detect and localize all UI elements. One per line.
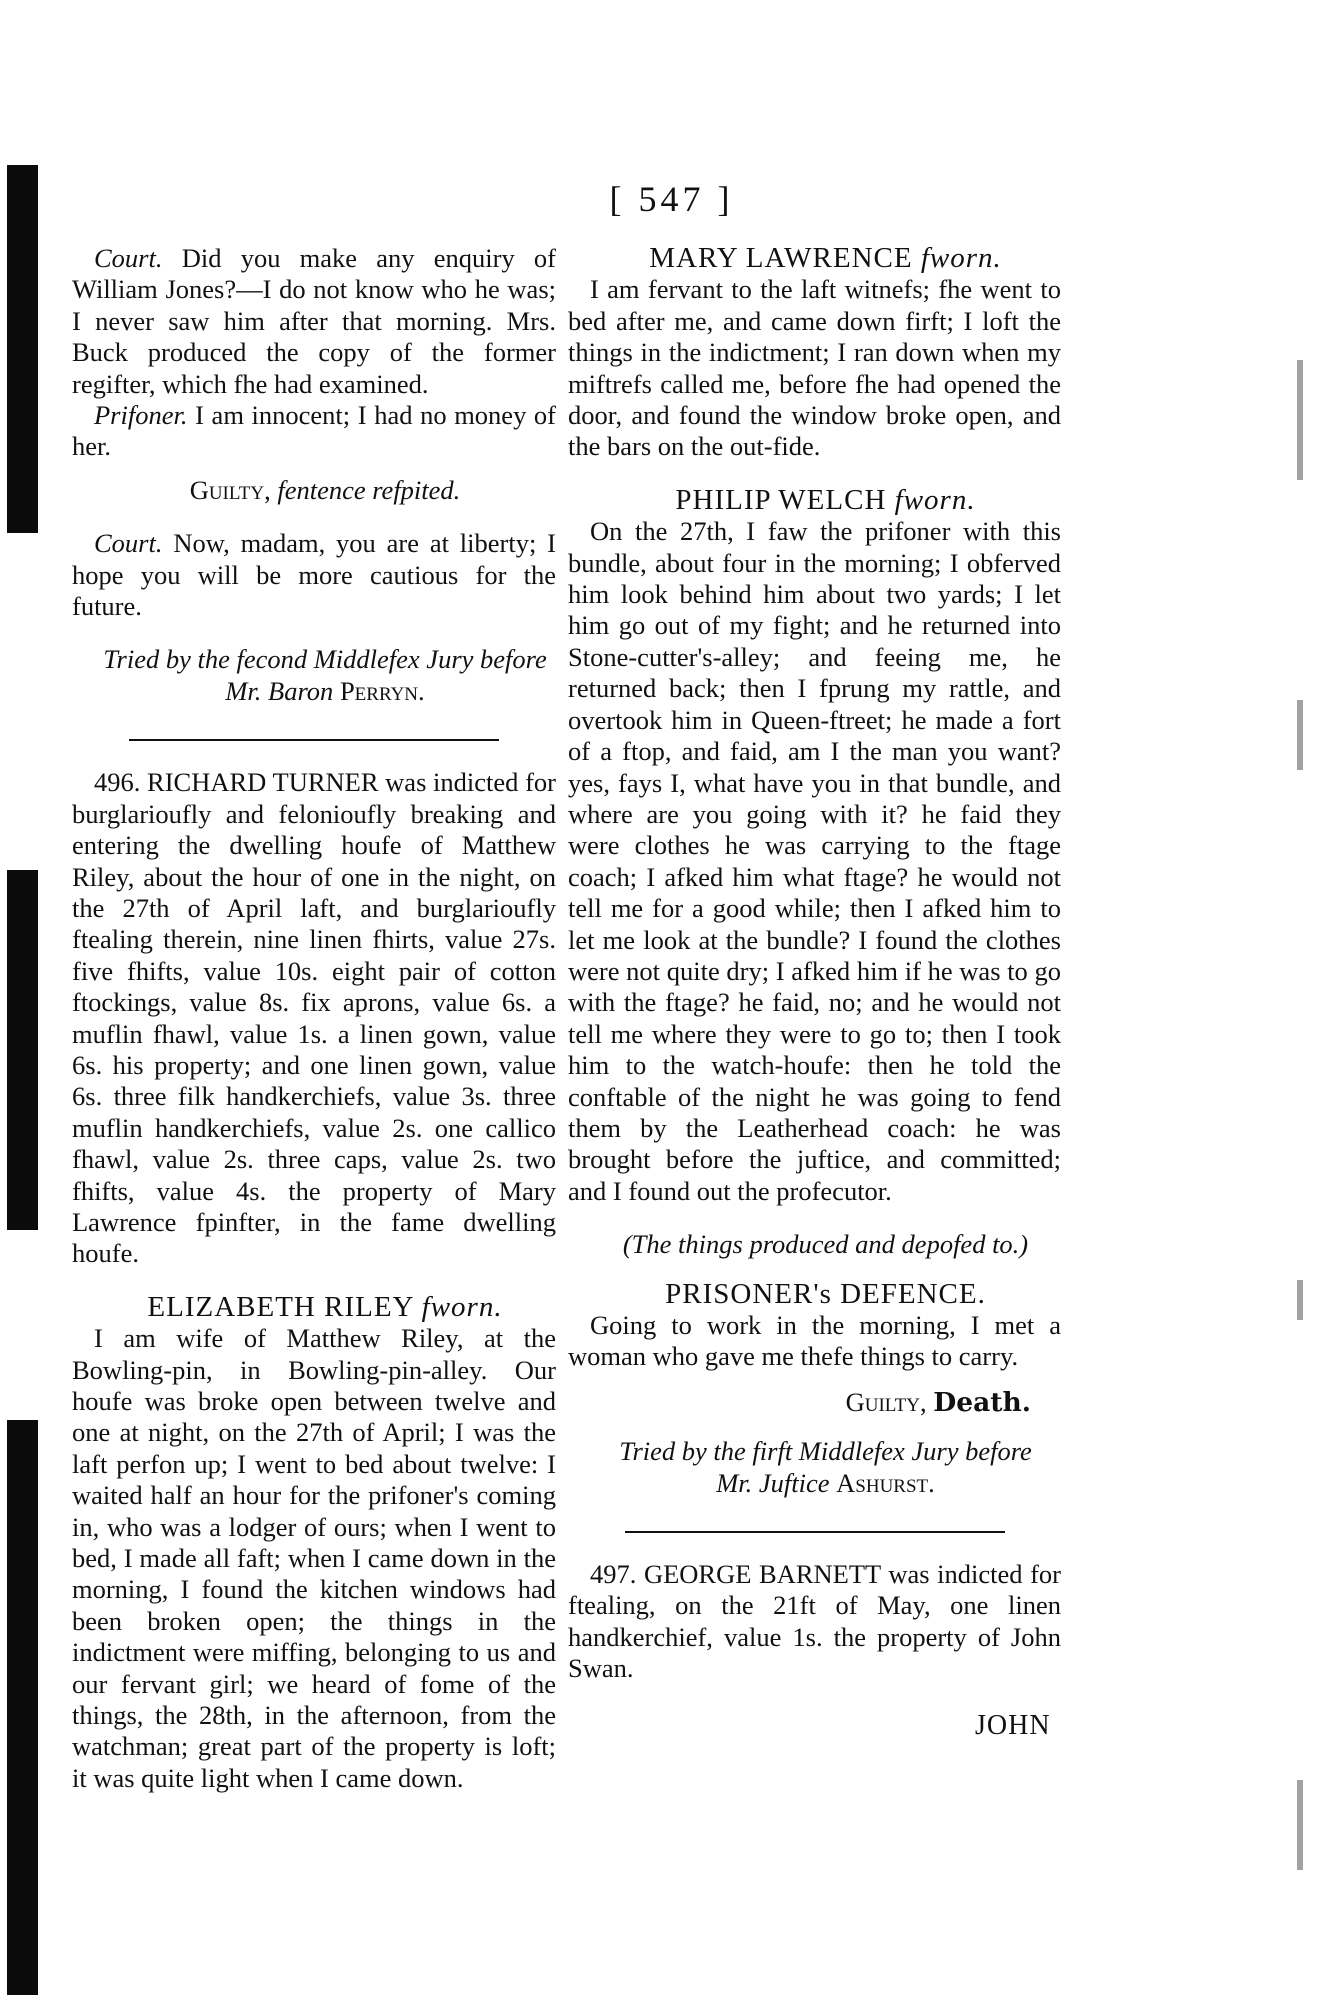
scan-edge-mark [1297,700,1303,770]
verdict-sentence: fentence refpited. [277,474,461,505]
defence-heading: PRISONER's DEFENCE. [665,1277,986,1310]
things-produced-note: (The things produced and depofed to.) [622,1229,1029,1260]
defence-text: Going to work in the morning, I met a woman who gave me thefe things to carry. [568,1310,1061,1372]
verdict-line [72,475,556,506]
right-column [568,243,1061,1685]
case-496-indictment: 496. RICHARD TURNER was indicted for burglarioufly and felonioufly breaking and entering the dwelling houfe of Matthew Riley, about the hour of one in the night, on the 27th of April laft, and burglarioufly ftealing therein, nine linen fhirts, value 27s. five fhifts, value 10s. eight pair of cotton ftockings, value 8s. fix aprons, value 6s. a muflin fhawl, value 1s. a linen gown, value 6s. his property; and one linen gown, value 6s. three filk handkerchiefs, value 3s. three muflin handkerchiefs, value 2s. one callico fhawl, value 2s. three caps, value 2s. two fhifts, value 4s. the property of Mary Lawrence fpinfter, in the fame dwelling houfe. [72,767,556,1269]
speaker-label: Prifoner. [94,400,188,431]
sworn-label: fworn. [421,1290,503,1323]
paragraph-text: Now, madam, you are at liberty; I hope you will be more cautious for the future. [72,528,557,622]
sworn-label: fworn. [894,483,976,516]
left-column [72,243,556,1794]
sworn-label: fworn. [920,242,1002,274]
witness-heading [72,1292,556,1323]
paragraph-prisoner [72,400,556,463]
tried-by-judge-line [568,1468,1061,1499]
witness-testimony: I am fervant to the laft witnefs; fhe went to bed after me, and came down firft; I loft the things in the indictment; I ran down when my miftrefs called me, before fhe had opened the door, and found the window broke open, and the bars on the out-fide. [568,274,1061,462]
verdict-sentence: Death. [933,1386,1031,1418]
case-497-indictment: 497. GEORGE BARNETT was indicted for ftealing, on the 21ft of May, one linen handkerchief, value 1s. the property of John Swan. [568,1559,1061,1684]
witness-testimony: I am wife of Matthew Riley, at the Bowling-pin, in Bowling-pin-alley. Our houfe was broke open between twelve and one at night, on the 27th of April; I was the laft perfon up; I went to bed about twelve: I waited half an hour for the prifoner's coming in, who was a lodger of ours; when I went to bed, I made all faft; when I came down in the morning, I found the kitchen windows had been broken open; the things in the indictment were miffing, belonging to us and our fervant girl; we heard of fome of the things, the 28th, in the afternoon, from the watchman; great part of the property is loft; it was quite light when I came down. [72,1323,556,1793]
verdict-line [568,1387,1061,1418]
witness-name: MARY LAWRENCE [649,242,913,274]
scan-edge-mark [7,1420,38,1995]
witness-heading [568,485,1061,516]
witness-name: PHILIP WELCH [675,483,887,516]
judge-title: Mr. Juftice [716,1467,830,1498]
judge-name: Ashurst. [836,1467,935,1498]
tried-by-line: Tried by the fecond Middlefex Jury before [103,644,547,675]
speaker-label: Court. [94,528,163,559]
verdict-word: Guilty, [189,474,271,505]
tried-by-line: Tried by the firft Middlefex Jury before [619,1436,1032,1467]
tried-by-judge-line [72,676,556,707]
scan-edge-mark [1297,360,1303,480]
scan-edge-mark [1297,1280,1303,1320]
page-number: [ 547 ] [609,179,734,219]
catchword: JOHN [975,1710,1051,1741]
paragraph-court-release [72,528,556,622]
judge-title: Mr. Baron [225,675,334,706]
witness-heading [568,243,1061,274]
section-rule [625,1531,1005,1533]
scan-edge-mark [7,870,38,1230]
paragraph-text: Did you make any enquiry of William Jones?—I do not know who he was; I never saw him after that morning. Mrs. Buck produced the copy of the former regifter, which fhe had examined. [72,243,556,399]
scan-edge-mark [1297,1780,1303,1870]
speaker-label: Court. [94,243,163,273]
witness-testimony: On the 27th, I faw the prifoner with this bundle, about four in the morning; I obferved him look behind him about two yards; I let him go out of my fight; and he returned into Stone-cutter's-alley; and feeing me, he returned back; then I fprung my rattle, and overtook him in Queen-ftreet; he made a fort of a ftop, and faid, am I the man you want? yes, fays I, what have you in that bundle, and where are you going with it? he faid they were clothes he was carrying to the ftage coach; I afked him what ftage? he would not tell me for a good while; then I afked him to let me look at the bundle? I found the clothes were not quite dry; I afked him if he was to go with the ftage? he faid, no; and he would not tell me where they were to go to; then I took him to the watch-houfe: then he told the conftable of the night he was going to fend them by the Leatherhead coach: he was brought before the juftice, and committed; and I found out the profecutor. [568,516,1061,1206]
section-rule [129,739,499,741]
scan-edge-mark [7,165,38,533]
paragraph-text: I am innocent; I had no money of her. [72,400,557,462]
judge-name: Perryn. [339,675,425,706]
witness-name: ELIZABETH RILEY [147,1290,414,1323]
verdict-word: Guilty, [845,1386,927,1417]
paragraph-court-question [72,243,556,400]
